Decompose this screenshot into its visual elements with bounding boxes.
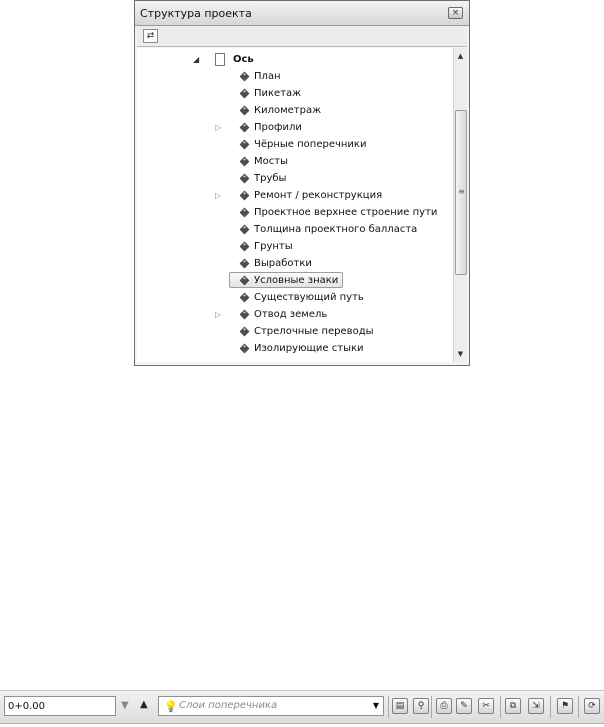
tree-item-label: Толщина проектного балласта xyxy=(254,224,418,235)
layer-edit-button[interactable]: ✎ xyxy=(456,698,472,714)
tree-item-label: Километраж xyxy=(254,105,322,116)
tree-item-label: Чёрные поперечники xyxy=(254,139,367,150)
tree-item-label: Условные знаки xyxy=(254,275,339,286)
document-icon xyxy=(215,53,225,66)
tree-item-label: Пикетаж xyxy=(254,88,302,99)
toolbar-separator xyxy=(500,696,501,718)
layer-placeholder: Слои поперечника xyxy=(179,700,278,711)
cross-section-toolbar xyxy=(0,690,604,724)
tree-item-label: Трубы xyxy=(254,173,287,184)
tree-item-label: Стрелочные переводы xyxy=(254,326,374,337)
layer-diamond-icon xyxy=(240,123,250,133)
tree-root-label: Ось xyxy=(233,54,254,65)
layer-print-button[interactable]: ⎙ xyxy=(436,698,452,714)
scroll-thumb[interactable] xyxy=(455,110,467,275)
layer-diamond-icon xyxy=(240,242,250,252)
arrow-up-icon[interactable]: ▲ xyxy=(140,699,148,710)
tree-item-label: Изолирующие стыки xyxy=(254,343,364,354)
layer-props-button[interactable]: ▤ xyxy=(392,698,408,714)
layer-marker-button[interactable]: ⚑ xyxy=(557,698,573,714)
tree-item-label: Профили xyxy=(254,122,302,133)
panel-titlebar[interactable] xyxy=(135,1,469,26)
layer-diamond-icon xyxy=(240,89,250,99)
layer-diamond-icon xyxy=(240,344,250,354)
layer-diamond-icon xyxy=(240,106,250,116)
tree-item-label: Существующий путь xyxy=(254,292,364,303)
tree-item-label: План xyxy=(254,71,281,82)
arrow-down-icon[interactable]: ▼ xyxy=(121,700,129,711)
layer-diamond-icon xyxy=(240,259,250,269)
tree-item-label: Выработки xyxy=(254,258,312,269)
layer-diamond-icon xyxy=(240,225,250,235)
refresh-icon[interactable]: ⇄ xyxy=(143,29,158,43)
collapsed-triangle-icon[interactable]: ▷ xyxy=(215,191,222,200)
layer-diamond-icon xyxy=(240,72,250,82)
close-icon[interactable]: × xyxy=(448,7,463,19)
layer-find-button[interactable]: ⚲ xyxy=(413,698,429,714)
layer-diamond-icon xyxy=(240,140,250,150)
toolbar-separator xyxy=(388,696,389,718)
panel-toolstrip xyxy=(137,26,467,47)
scroll-up-icon[interactable]: ▲ xyxy=(457,52,464,60)
tree-item-label: Ремонт / реконструкция xyxy=(254,190,383,201)
layer-diamond-icon xyxy=(240,293,250,303)
layer-copy-button[interactable]: ⧉ xyxy=(505,698,521,714)
layer-diamond-icon xyxy=(240,174,250,184)
scroll-grip-icon: ≡ xyxy=(458,187,465,196)
scroll-down-icon[interactable]: ▼ xyxy=(457,350,464,358)
tree-item-label: Мосты xyxy=(254,156,288,167)
toolbar-separator xyxy=(578,696,579,718)
station-input[interactable] xyxy=(4,696,116,716)
collapsed-triangle-icon[interactable]: ▷ xyxy=(215,123,222,132)
toolbar-separator xyxy=(550,696,551,718)
tree-item-label: Проектное верхнее строение пути xyxy=(254,207,438,218)
project-tree xyxy=(137,48,453,362)
panel-title: Структура проекта xyxy=(140,7,252,20)
layer-diamond-icon xyxy=(240,157,250,167)
layer-diamond-icon xyxy=(240,327,250,337)
layer-diamond-icon xyxy=(240,310,250,320)
layer-select[interactable] xyxy=(158,696,384,716)
layer-export-button[interactable]: ⇲ xyxy=(528,698,544,714)
lightbulb-icon: 💡 xyxy=(164,700,178,713)
layer-diamond-icon xyxy=(240,191,250,201)
layer-extra-button[interactable]: ⟳ xyxy=(584,698,600,714)
tree-item-label: Отвод земель xyxy=(254,309,328,320)
tree-item-label: Грунты xyxy=(254,241,293,252)
expanded-triangle-icon[interactable]: ◢ xyxy=(193,55,200,64)
collapsed-triangle-icon[interactable]: ▷ xyxy=(215,310,222,319)
dropdown-caret-icon[interactable]: ▼ xyxy=(372,701,379,710)
layer-diamond-icon xyxy=(240,208,250,218)
tree-scrollbar[interactable] xyxy=(453,48,467,362)
toolbar-separator xyxy=(431,696,432,718)
project-structure-panel xyxy=(134,0,470,366)
layer-cut-button[interactable]: ✂ xyxy=(478,698,494,714)
